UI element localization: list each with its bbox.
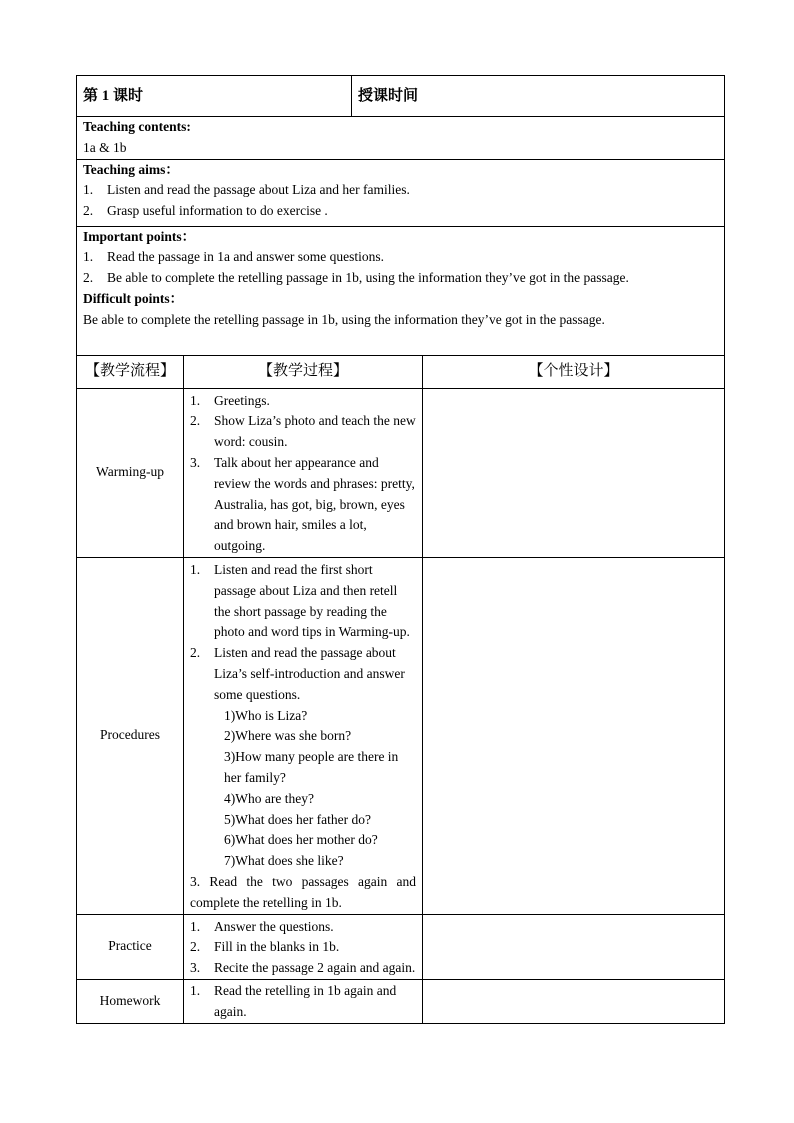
aims-label: Teaching aims：: [83, 161, 179, 177]
stage-warming-up: Warming-up: [77, 388, 184, 557]
lesson-number: 第 1 课时: [77, 76, 352, 117]
list-item: 1. Listen and read the passage about Liza and her families.: [83, 182, 410, 198]
list-item: 2. Be able to complete the retelling passage in 1b, using the information they’ve got in the passage.: [83, 270, 629, 286]
design-cell: [423, 979, 725, 1023]
list-item: 1. Read the passage in 1a and answer some questions.: [83, 249, 385, 265]
list-item: 1. Read the retelling in 1b again and again.: [190, 982, 397, 1019]
list-item: 1)Who is Liza?: [224, 707, 308, 723]
points-row: [77, 226, 725, 355]
question-list: [190, 706, 416, 872]
final-step: 3. Read the two passages again and complete the retelling in 1b.: [190, 873, 417, 910]
list-item: 3)How many people are there in her family?: [224, 749, 399, 785]
design-cell: [423, 388, 725, 557]
important-list: [83, 247, 718, 289]
list-item: 1. Answer the questions.: [190, 918, 334, 934]
table-row: [77, 979, 725, 1023]
table-row: [77, 388, 725, 557]
list-item: 4)Who are they?: [224, 790, 314, 806]
aims-list: [83, 180, 718, 222]
list-item: 1. Greetings.: [190, 392, 270, 408]
contents-row: [77, 117, 725, 160]
table-row: [77, 557, 725, 914]
list-item: 6)What does her mother do?: [224, 832, 378, 848]
list-item: 3. Recite the passage 2 again and again.: [190, 960, 416, 976]
steps-list: [190, 917, 416, 979]
column-process: 【教学过程】: [184, 355, 423, 388]
column-header-row: [77, 355, 725, 388]
aims-row: [77, 159, 725, 226]
list-item: 2. Listen and read the passage about Liza’s self-introduction and answer some questions.: [190, 645, 405, 702]
stage-procedures: Procedures: [77, 557, 184, 914]
list-item: 5)What does her father do?: [224, 811, 371, 827]
column-flow: 【教学流程】: [77, 355, 184, 388]
difficult-value: Be able to complete the retelling passage in 1b, using the information they’ve got in the passage.: [83, 311, 605, 327]
difficult-label: Difficult points：: [83, 290, 184, 306]
lesson-plan: [76, 75, 724, 1024]
list-item: 2. Grasp useful information to do exercise .: [83, 203, 328, 219]
table-row: [77, 914, 725, 979]
header-row: [77, 76, 725, 117]
important-label: Important points：: [83, 228, 196, 244]
stage-homework: Homework: [77, 979, 184, 1023]
list-item: 3. Talk about her appearance and review the words and phrases: pretty, Australia, has got, big, brown, eyes and brown hair, smiles a lot, outgoing.: [190, 454, 415, 554]
contents-value: 1a & 1b: [83, 139, 127, 155]
steps-list: [190, 560, 416, 706]
lesson-plan-table: [76, 75, 725, 1024]
list-item: 1. Listen and read the first short passage about Liza and then retell the short passage by reading the photo and word tips in Warming-up.: [190, 561, 410, 640]
stage-practice: Practice: [77, 914, 184, 979]
list-item: 7)What does she like?: [224, 853, 344, 869]
contents-label: Teaching contents:: [83, 119, 191, 134]
column-design: 【个性设计】: [423, 355, 725, 388]
teaching-time-label: 授课时间: [352, 76, 725, 117]
design-cell: [423, 557, 725, 914]
list-item: 2. Fill in the blanks in 1b.: [190, 939, 340, 955]
steps-list: [190, 981, 416, 1023]
design-cell: [423, 914, 725, 979]
list-item: 2. Show Liza’s photo and teach the new word: cousin.: [190, 413, 416, 450]
steps-list: [190, 391, 416, 557]
list-item: 2)Where was she born?: [224, 728, 352, 744]
